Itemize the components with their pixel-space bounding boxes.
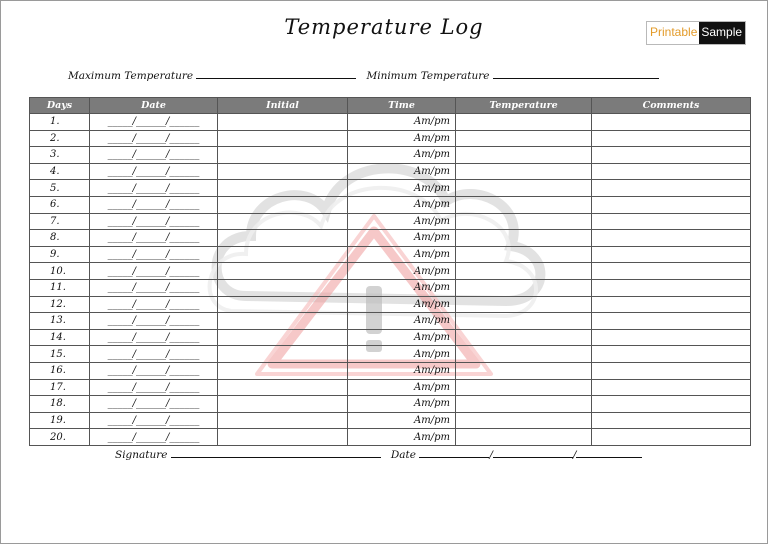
table-row (30, 246, 751, 263)
date-cell[interactable]: _____/______/______ (90, 196, 218, 213)
temperature-cell[interactable] (456, 263, 592, 280)
temperature-cell[interactable] (456, 180, 592, 197)
table-row (30, 313, 751, 330)
comments-cell[interactable] (592, 230, 751, 247)
date-cell[interactable]: _____/______/______ (90, 412, 218, 429)
footer-date-month-field[interactable] (493, 448, 573, 458)
initial-cell[interactable] (218, 329, 348, 346)
comments-cell[interactable] (592, 130, 751, 147)
table-row (30, 147, 751, 164)
day-number-cell: 7. (30, 213, 90, 230)
temperature-cell[interactable] (456, 130, 592, 147)
date-cell[interactable]: _____/______/______ (90, 296, 218, 313)
logo-text-printable: Printable (647, 22, 699, 44)
header-date: Date (90, 98, 218, 114)
comments-cell[interactable] (592, 396, 751, 413)
day-number-cell: 9. (30, 246, 90, 263)
date-cell[interactable]: _____/______/______ (90, 313, 218, 330)
temperature-log-table (29, 97, 751, 446)
initial-cell[interactable] (218, 246, 348, 263)
max-temperature-field[interactable] (196, 69, 356, 79)
table-row (30, 429, 751, 446)
date-cell[interactable]: _____/______/______ (90, 379, 218, 396)
temperature-cell[interactable] (456, 296, 592, 313)
temperature-cell[interactable] (456, 147, 592, 164)
comments-cell[interactable] (592, 379, 751, 396)
time-cell[interactable]: Am/pm (348, 412, 456, 429)
temperature-cell[interactable] (456, 346, 592, 363)
initial-cell[interactable] (218, 346, 348, 363)
time-cell[interactable]: Am/pm (348, 429, 456, 446)
temperature-cell[interactable] (456, 279, 592, 296)
table-row (30, 180, 751, 197)
header-temperature: Temperature (456, 98, 592, 114)
initial-cell[interactable] (218, 412, 348, 429)
table-row (30, 230, 751, 247)
table-row (30, 114, 751, 131)
temperature-cell[interactable] (456, 230, 592, 247)
temperature-cell[interactable] (456, 246, 592, 263)
comments-cell[interactable] (592, 346, 751, 363)
day-number-cell: 14. (30, 329, 90, 346)
initial-cell[interactable] (218, 230, 348, 247)
initial-cell[interactable] (218, 263, 348, 280)
table-row (30, 329, 751, 346)
comments-cell[interactable] (592, 196, 751, 213)
day-number-cell: 17. (30, 379, 90, 396)
date-cell[interactable]: _____/______/______ (90, 230, 218, 247)
initial-cell[interactable] (218, 180, 348, 197)
header-initial: Initial (218, 98, 348, 114)
date-cell[interactable]: _____/______/______ (90, 246, 218, 263)
min-temperature-field[interactable] (493, 69, 659, 79)
comments-cell[interactable] (592, 412, 751, 429)
table-header-row (30, 98, 751, 114)
table-row (30, 213, 751, 230)
temperature-range-line (68, 69, 659, 82)
time-cell[interactable]: Am/pm (348, 196, 456, 213)
date-cell[interactable]: _____/______/______ (90, 362, 218, 379)
table-row (30, 362, 751, 379)
day-number-cell: 6. (30, 196, 90, 213)
day-number-cell: 19. (30, 412, 90, 429)
table-row (30, 163, 751, 180)
date-cell[interactable]: _____/______/______ (90, 396, 218, 413)
date-cell[interactable]: _____/______/______ (90, 263, 218, 280)
initial-cell[interactable] (218, 279, 348, 296)
table-row (30, 296, 751, 313)
comments-cell[interactable] (592, 296, 751, 313)
time-cell[interactable]: Am/pm (348, 313, 456, 330)
initial-cell[interactable] (218, 429, 348, 446)
initial-cell[interactable] (218, 296, 348, 313)
day-number-cell: 4. (30, 163, 90, 180)
day-number-cell: 10. (30, 263, 90, 280)
min-temperature-label: Minimum Temperature (366, 70, 490, 82)
date-cell[interactable]: _____/______/______ (90, 147, 218, 164)
comments-cell[interactable] (592, 163, 751, 180)
date-cell[interactable]: _____/______/______ (90, 329, 218, 346)
temperature-cell[interactable] (456, 163, 592, 180)
initial-cell[interactable] (218, 163, 348, 180)
temperature-cell[interactable] (456, 329, 592, 346)
time-cell[interactable]: Am/pm (348, 163, 456, 180)
time-cell[interactable]: Am/pm (348, 379, 456, 396)
day-number-cell: 2. (30, 130, 90, 147)
comments-cell[interactable] (592, 147, 751, 164)
max-temperature-label: Maximum Temperature (68, 70, 194, 82)
day-number-cell: 1. (30, 114, 90, 131)
initial-cell[interactable] (218, 130, 348, 147)
time-cell[interactable]: Am/pm (348, 230, 456, 247)
brand-logo (646, 21, 746, 45)
table-row (30, 130, 751, 147)
table-row (30, 412, 751, 429)
time-cell[interactable]: Am/pm (348, 362, 456, 379)
temperature-cell[interactable] (456, 213, 592, 230)
day-number-cell: 15. (30, 346, 90, 363)
comments-cell[interactable] (592, 313, 751, 330)
initial-cell[interactable] (218, 362, 348, 379)
initial-cell[interactable] (218, 313, 348, 330)
comments-cell[interactable] (592, 329, 751, 346)
date-cell[interactable]: _____/______/______ (90, 346, 218, 363)
temperature-cell[interactable] (456, 412, 592, 429)
day-number-cell: 13. (30, 313, 90, 330)
comments-cell[interactable] (592, 362, 751, 379)
day-number-cell: 5. (30, 180, 90, 197)
comments-cell[interactable] (592, 213, 751, 230)
comments-cell[interactable] (592, 114, 751, 131)
date-cell[interactable]: _____/______/______ (90, 213, 218, 230)
date-cell[interactable]: _____/______/______ (90, 180, 218, 197)
time-cell[interactable]: Am/pm (348, 246, 456, 263)
comments-cell[interactable] (592, 279, 751, 296)
table-row (30, 396, 751, 413)
day-number-cell: 16. (30, 362, 90, 379)
initial-cell[interactable] (218, 147, 348, 164)
table-row (30, 196, 751, 213)
logo-text-sample: Sample (699, 22, 745, 44)
table-body (30, 114, 751, 446)
date-cell[interactable]: _____/______/______ (90, 163, 218, 180)
time-cell[interactable]: Am/pm (348, 147, 456, 164)
table-row (30, 263, 751, 280)
header-comments: Comments (592, 98, 751, 114)
temperature-cell[interactable] (456, 379, 592, 396)
time-cell[interactable]: Am/pm (348, 213, 456, 230)
day-number-cell: 3. (30, 147, 90, 164)
date-cell[interactable]: _____/______/______ (90, 130, 218, 147)
table-row (30, 279, 751, 296)
comments-cell[interactable] (592, 263, 751, 280)
footer-date-year-field[interactable] (576, 448, 642, 458)
day-number-cell: 8. (30, 230, 90, 247)
time-cell[interactable]: Am/pm (348, 396, 456, 413)
date-cell[interactable]: _____/______/______ (90, 429, 218, 446)
table-row (30, 379, 751, 396)
header-days: Days (30, 98, 90, 114)
comments-cell[interactable] (592, 429, 751, 446)
date-cell[interactable]: _____/______/______ (90, 279, 218, 296)
time-cell[interactable]: Am/pm (348, 346, 456, 363)
signature-label: Signature (115, 449, 168, 461)
time-cell[interactable]: Am/pm (348, 114, 456, 131)
page-title: Temperature Log (284, 15, 484, 39)
signature-field[interactable] (171, 448, 381, 458)
table-row (30, 346, 751, 363)
temperature-cell[interactable] (456, 196, 592, 213)
footer-date-label: Date (390, 449, 416, 461)
header-time: Time (348, 98, 456, 114)
initial-cell[interactable] (218, 396, 348, 413)
temperature-cell[interactable] (456, 114, 592, 131)
time-cell[interactable]: Am/pm (348, 263, 456, 280)
time-cell[interactable]: Am/pm (348, 180, 456, 197)
day-number-cell: 18. (30, 396, 90, 413)
day-number-cell: 20. (30, 429, 90, 446)
day-number-cell: 11. (30, 279, 90, 296)
date-cell[interactable]: _____/______/______ (90, 114, 218, 131)
footer-date-day-field[interactable] (419, 448, 489, 458)
initial-cell[interactable] (218, 196, 348, 213)
comments-cell[interactable] (592, 180, 751, 197)
time-cell[interactable]: Am/pm (348, 296, 456, 313)
time-cell[interactable]: Am/pm (348, 130, 456, 147)
day-number-cell: 12. (30, 296, 90, 313)
comments-cell[interactable] (592, 246, 751, 263)
temperature-cell[interactable] (456, 429, 592, 446)
signature-line: Signature Date / / (115, 448, 642, 461)
temperature-cell[interactable] (456, 396, 592, 413)
initial-cell[interactable] (218, 379, 348, 396)
temperature-cell[interactable] (456, 362, 592, 379)
temperature-cell[interactable] (456, 313, 592, 330)
initial-cell[interactable] (218, 114, 348, 131)
time-cell[interactable]: Am/pm (348, 279, 456, 296)
time-cell[interactable]: Am/pm (348, 329, 456, 346)
initial-cell[interactable] (218, 213, 348, 230)
